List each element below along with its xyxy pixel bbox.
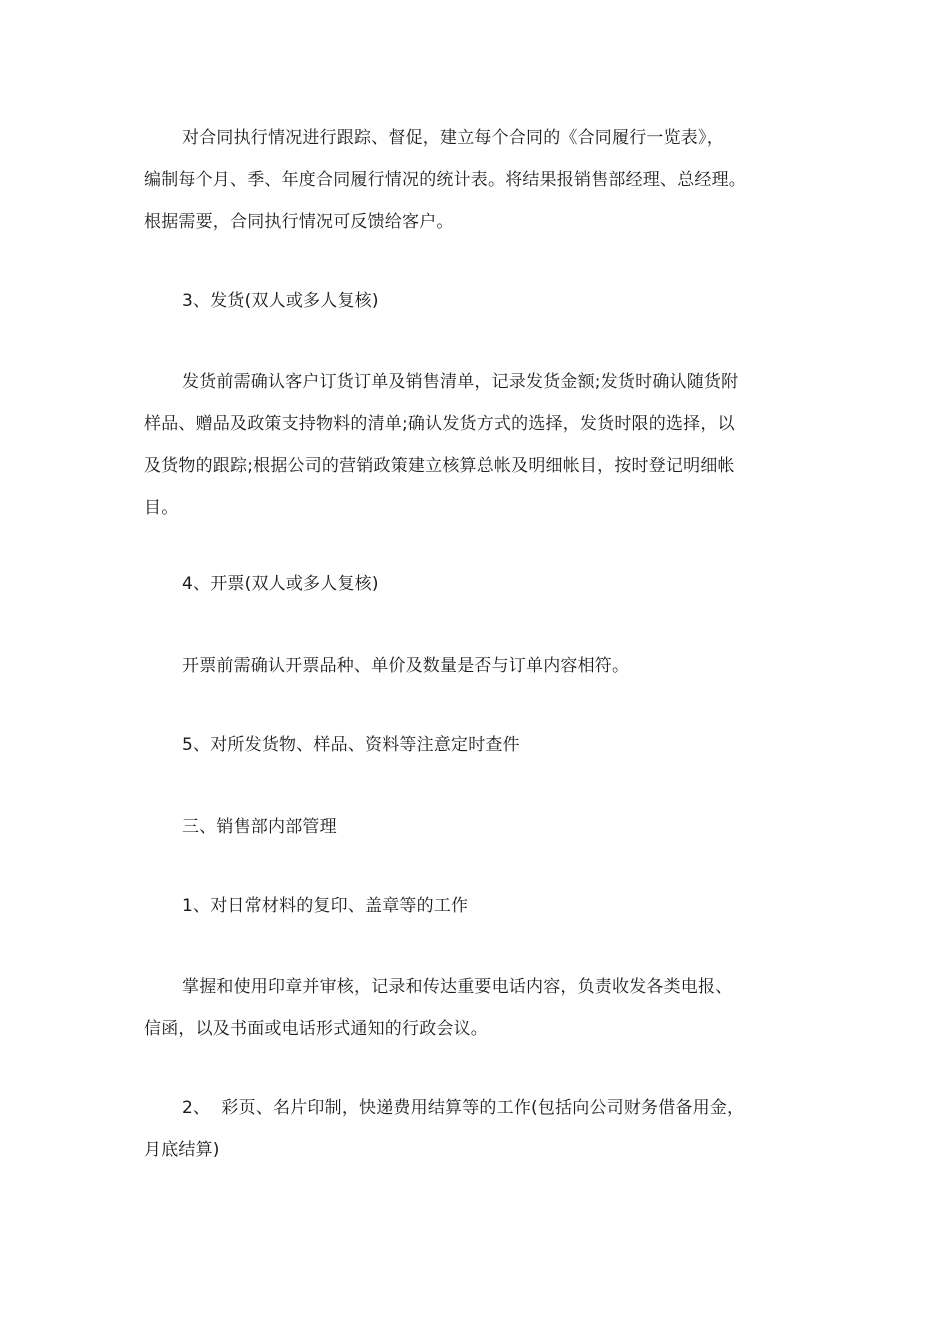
text-line: 1、对日常材料的复印、盖章等的工作	[182, 896, 469, 916]
paragraph-printing-courier	[144, 1087, 816, 1171]
text-line: 月底结算)	[144, 1140, 220, 1160]
paragraph-contract-tracking	[144, 117, 816, 243]
text-line: 编制每个月、季、年度合同履行情况的统计表。将结果报销售部经理、总经理。	[144, 170, 746, 190]
text-line: 根据需要，合同执行情况可反馈给客户。	[144, 212, 454, 232]
text-line: 及货物的跟踪;根据公司的营销政策建立核算总帐及明细帐目，按时登记明细帐	[144, 456, 735, 476]
text-line: 信函，以及书面或电话形式通知的行政会议。	[144, 1019, 488, 1039]
heading-internal-management	[144, 806, 816, 848]
text-line: 三、销售部内部管理	[182, 817, 337, 837]
text-line: 掌握和使用印章并审核，记录和传达重要电话内容，负责收发各类电报、	[182, 977, 733, 997]
text-line: 2、 彩页、名片印制，快递费用结算等的工作(包括向公司财务借备用金，	[182, 1098, 745, 1118]
text-line: 发货前需确认客户订货订单及销售清单，记录发货金额;发货时确认随货附	[182, 372, 739, 392]
text-line: 对合同执行情况进行跟踪、督促，建立每个合同的《合同履行一览表》，	[182, 128, 724, 148]
text-line: 目。	[144, 498, 179, 518]
paragraph-seal-management	[144, 966, 816, 1050]
heading-copying-stamping	[144, 885, 816, 927]
heading-shipping	[144, 280, 816, 322]
text-line: 5、对所发货物、样品、资料等注意定时查件	[182, 735, 520, 755]
heading-invoicing	[144, 563, 816, 605]
heading-tracking	[144, 724, 816, 766]
text-line: 4、开票(双人或多人复核)	[182, 574, 379, 594]
text-line: 开票前需确认开票品种、单价及数量是否与订单内容相符。	[182, 656, 630, 676]
text-line: 样品、赠品及政策支持物料的清单;确认发货方式的选择，发货时限的选择，以	[144, 414, 735, 434]
paragraph-shipping	[144, 361, 816, 529]
text-line: 3、发货(双人或多人复核)	[182, 291, 379, 311]
paragraph-invoicing	[144, 645, 816, 687]
